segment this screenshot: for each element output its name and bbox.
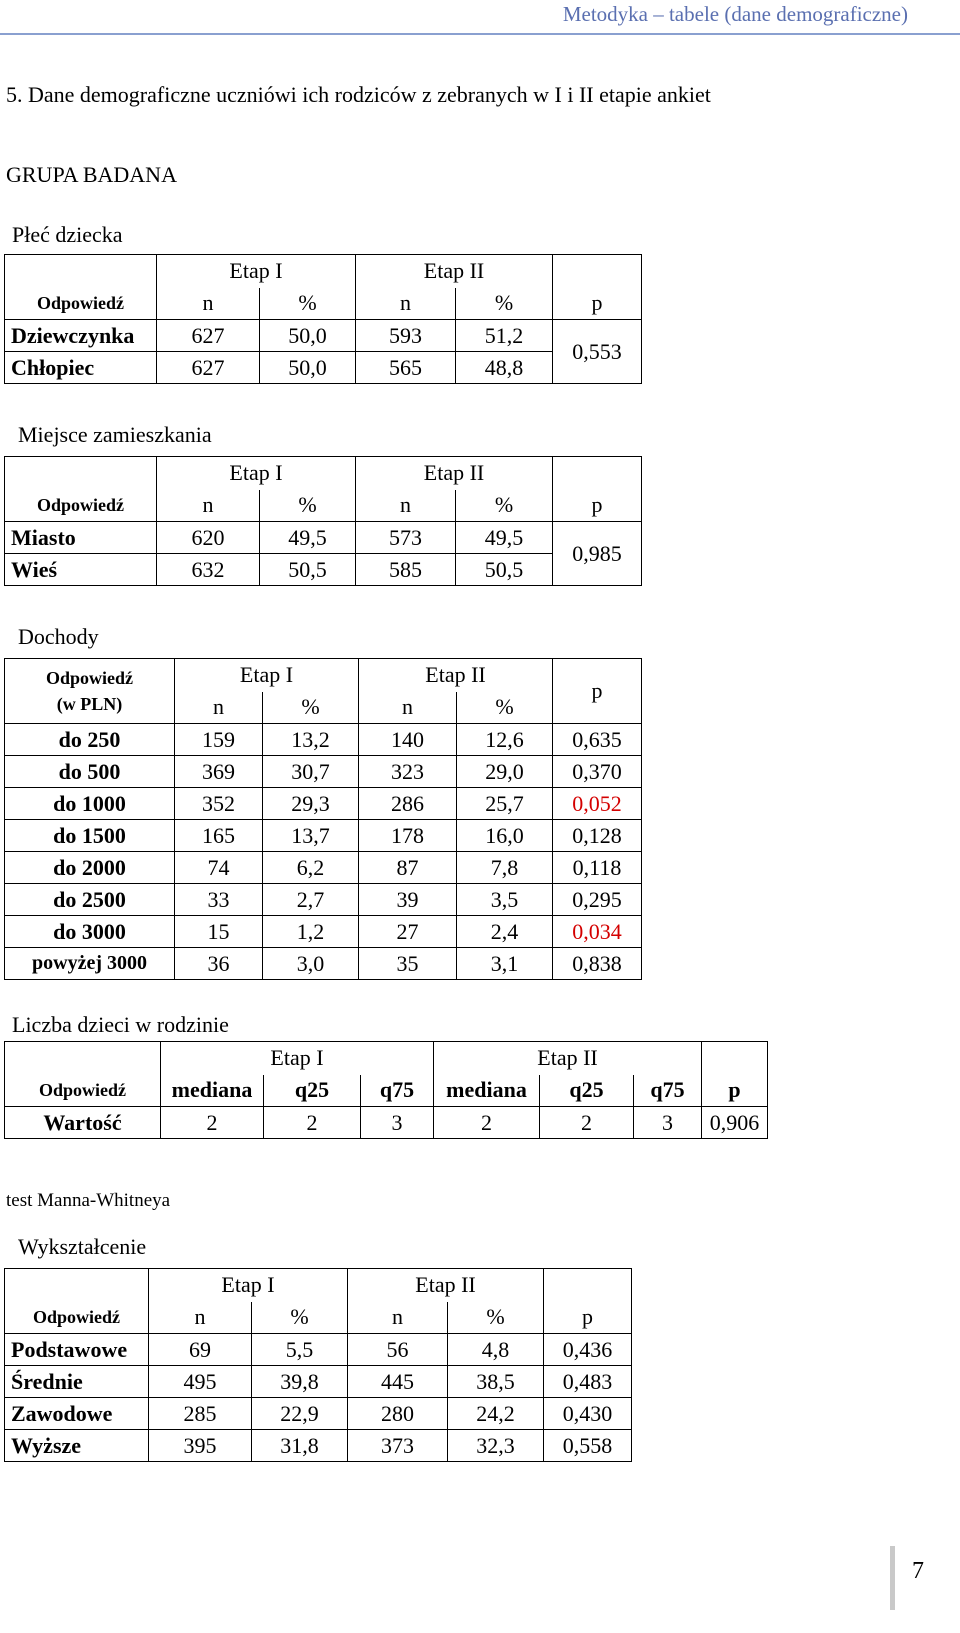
cell-pct2: 3,1	[457, 948, 553, 980]
cell-pct2: 16,0	[457, 820, 553, 852]
cell-p-significant: 0,052	[553, 788, 642, 820]
table-row	[5, 788, 642, 820]
row-label: Zawodowe	[5, 1398, 149, 1430]
cell-p: 0,483	[544, 1366, 632, 1398]
cell-n1: 369	[175, 756, 263, 788]
table-row	[5, 916, 642, 948]
page-number-bar	[890, 1546, 895, 1610]
cell-n2: 373	[348, 1430, 448, 1462]
income-table-title: Dochody	[18, 624, 99, 649]
p-header-top	[553, 457, 642, 490]
cell-p: 0,370	[553, 756, 642, 788]
row-label: Wieś	[5, 554, 157, 586]
cell-pct1: 31,8	[252, 1430, 348, 1462]
cell-n2: 178	[359, 820, 457, 852]
cell-pct2: 3,5	[457, 884, 553, 916]
cell-pct1: 1,2	[263, 916, 359, 948]
cell-pct2: 32,3	[448, 1430, 544, 1462]
row-label: do 2000	[5, 852, 175, 884]
p-header-top	[544, 1269, 632, 1302]
cell-pct1: 22,9	[252, 1398, 348, 1430]
q75-1-header: q75	[361, 1075, 434, 1107]
cell-n2: 87	[359, 852, 457, 884]
cell-p: 0,906	[702, 1107, 768, 1139]
pct1-header: %	[263, 692, 359, 724]
cell-n1: 620	[157, 522, 260, 554]
residence-table-title: Miejsce zamieszkania	[18, 422, 212, 447]
cell-n1: 395	[149, 1430, 252, 1462]
cell-n1: 69	[149, 1334, 252, 1366]
header-rule	[0, 33, 960, 35]
group-title: GRUPA BADANA	[6, 162, 177, 187]
corner-cell	[5, 255, 157, 288]
stage1-header: Etap I	[149, 1269, 348, 1302]
table-row	[5, 554, 642, 586]
n1-header: n	[175, 692, 263, 724]
cell-p: 0,985	[553, 522, 642, 586]
cell-pct1: 39,8	[252, 1366, 348, 1398]
cell-n2: 280	[348, 1398, 448, 1430]
row-label: Chłopiec	[5, 352, 157, 384]
table-row	[5, 1398, 632, 1430]
cell-pct1: 30,7	[263, 756, 359, 788]
cell-pct2: 38,5	[448, 1366, 544, 1398]
answer-header: Odpowiedź	[5, 1075, 161, 1107]
cell-p: 0,838	[553, 948, 642, 980]
cell-p-significant: 0,034	[553, 916, 642, 948]
row-label: Wyższe	[5, 1430, 149, 1462]
table-row	[5, 724, 642, 756]
cell-pct2: 12,6	[457, 724, 553, 756]
cell-p: 0,128	[553, 820, 642, 852]
stage1-header: Etap I	[161, 1042, 434, 1075]
table-row	[5, 1107, 768, 1139]
stage1-header: Etap I	[157, 255, 356, 288]
row-label: Wartość	[5, 1107, 161, 1139]
corner-cell	[5, 457, 157, 490]
table-row	[5, 1366, 632, 1398]
cell-q25-1: 2	[264, 1107, 361, 1139]
p-header: p	[702, 1075, 768, 1107]
row-label: do 250	[5, 724, 175, 756]
cell-q75-2: 3	[634, 1107, 702, 1139]
cell-n1: 74	[175, 852, 263, 884]
education-table-title: Wykształcenie	[18, 1234, 147, 1259]
table-row	[5, 522, 642, 554]
row-label: powyżej 3000	[5, 948, 175, 980]
n2-header: n	[356, 490, 456, 522]
table-row	[5, 320, 642, 352]
cell-median2: 2	[434, 1107, 540, 1139]
cell-n1: 159	[175, 724, 263, 756]
n2-header: n	[348, 1302, 448, 1334]
pct1-header: %	[252, 1302, 348, 1334]
cell-pct1: 13,2	[263, 724, 359, 756]
cell-pct1: 49,5	[260, 522, 356, 554]
education-table	[4, 1268, 632, 1462]
p-header: p	[553, 490, 642, 522]
cell-p: 0,436	[544, 1334, 632, 1366]
income-table	[4, 658, 642, 980]
cell-n2: 27	[359, 916, 457, 948]
cell-n1: 627	[157, 320, 260, 352]
test-footnote: test Manna-Whitneya	[6, 1190, 171, 1211]
cell-pct2: 4,8	[448, 1334, 544, 1366]
q25-2-header: q25	[540, 1075, 634, 1107]
cell-pct1: 13,7	[263, 820, 359, 852]
cell-pct2: 29,0	[457, 756, 553, 788]
stage2-header: Etap II	[359, 659, 553, 692]
cell-pct1: 50,0	[260, 320, 356, 352]
pct1-header: %	[260, 490, 356, 522]
cell-n2: 323	[359, 756, 457, 788]
row-label: do 1500	[5, 820, 175, 852]
sex-table	[4, 254, 642, 384]
p-header: p	[544, 1302, 632, 1334]
table-row	[5, 756, 642, 788]
stage1-header: Etap I	[175, 659, 359, 692]
stage2-header: Etap II	[434, 1042, 702, 1075]
cell-pct1: 2,7	[263, 884, 359, 916]
row-label: do 3000	[5, 916, 175, 948]
pct1-header: %	[260, 288, 356, 320]
median1-header: mediana	[161, 1075, 264, 1107]
table-row	[5, 820, 642, 852]
cell-pct1: 5,5	[252, 1334, 348, 1366]
pct2-header: %	[448, 1302, 544, 1334]
running-header: Metodyka – tabele (dane demograficzne)	[562, 2, 908, 26]
answer-header: Odpowiedź	[5, 490, 157, 522]
cell-p: 0,635	[553, 724, 642, 756]
cell-pct1: 29,3	[263, 788, 359, 820]
row-label: Dziewczynka	[5, 320, 157, 352]
cell-pct2: 50,5	[456, 554, 553, 586]
pct2-header: %	[457, 692, 553, 724]
cell-p: 0,558	[544, 1430, 632, 1462]
stage2-header: Etap II	[356, 255, 553, 288]
section-title: 5. Dane demograficzne uczniówi ich rodziców z zebranych w I i II etapie ankiet	[6, 82, 711, 107]
children-table	[4, 1041, 768, 1139]
n2-header: n	[356, 288, 456, 320]
corner-cell	[5, 1269, 149, 1302]
cell-pct2: 7,8	[457, 852, 553, 884]
cell-n2: 445	[348, 1366, 448, 1398]
n1-header: n	[149, 1302, 252, 1334]
table-row	[5, 852, 642, 884]
row-label: do 500	[5, 756, 175, 788]
cell-n1: 15	[175, 916, 263, 948]
residence-table	[4, 456, 642, 586]
answer-header	[5, 659, 175, 724]
cell-q75-1: 3	[361, 1107, 434, 1139]
p-header-top	[702, 1042, 768, 1075]
cell-q25-2: 2	[540, 1107, 634, 1139]
cell-n1: 352	[175, 788, 263, 820]
cell-n2: 39	[359, 884, 457, 916]
cell-pct2: 2,4	[457, 916, 553, 948]
stage1-header: Etap I	[157, 457, 356, 490]
cell-p: 0,553	[553, 320, 642, 384]
stage2-header: Etap II	[348, 1269, 544, 1302]
cell-pct2: 48,8	[456, 352, 553, 384]
table-row	[5, 948, 642, 980]
page-number: 7	[912, 1558, 924, 1584]
cell-n2: 585	[356, 554, 456, 586]
table-row	[5, 352, 642, 384]
cell-n2: 286	[359, 788, 457, 820]
cell-p: 0,295	[553, 884, 642, 916]
cell-p: 0,118	[553, 852, 642, 884]
row-label: Miasto	[5, 522, 157, 554]
cell-pct1: 50,5	[260, 554, 356, 586]
cell-n2: 140	[359, 724, 457, 756]
answer-header-line1: Odpowiedź	[45, 668, 133, 688]
cell-n2: 35	[359, 948, 457, 980]
n1-header: n	[157, 490, 260, 522]
cell-pct1: 6,2	[263, 852, 359, 884]
stage2-header: Etap II	[356, 457, 553, 490]
cell-pct1: 3,0	[263, 948, 359, 980]
cell-n2: 56	[348, 1334, 448, 1366]
n2-header: n	[359, 692, 457, 724]
pct2-header: %	[456, 288, 553, 320]
cell-n2: 593	[356, 320, 456, 352]
cell-n1: 36	[175, 948, 263, 980]
pct2-header: %	[456, 490, 553, 522]
row-label: do 1000	[5, 788, 175, 820]
row-label: Średnie	[5, 1366, 149, 1398]
answer-header: Odpowiedź	[5, 288, 157, 320]
cell-pct2: 25,7	[457, 788, 553, 820]
cell-n1: 165	[175, 820, 263, 852]
n1-header: n	[157, 288, 260, 320]
children-table-title: Liczba dzieci w rodzinie	[12, 1012, 229, 1037]
row-label: do 2500	[5, 884, 175, 916]
answer-header: Odpowiedź	[5, 1302, 149, 1334]
cell-n1: 495	[149, 1366, 252, 1398]
cell-pct2: 51,2	[456, 320, 553, 352]
p-header: p	[553, 288, 642, 320]
q75-2-header: q75	[634, 1075, 702, 1107]
cell-n1: 285	[149, 1398, 252, 1430]
q25-1-header: q25	[264, 1075, 361, 1107]
cell-n1: 627	[157, 352, 260, 384]
p-header-top	[553, 255, 642, 288]
cell-p: 0,430	[544, 1398, 632, 1430]
cell-n2: 573	[356, 522, 456, 554]
table-row	[5, 1430, 632, 1462]
row-label: Podstawowe	[5, 1334, 149, 1366]
median2-header: mediana	[434, 1075, 540, 1107]
table-row	[5, 1334, 632, 1366]
cell-median1: 2	[161, 1107, 264, 1139]
corner-cell	[5, 1042, 161, 1075]
sex-table-title: Płeć dziecka	[12, 222, 123, 247]
answer-header-line2: (w PLN)	[56, 694, 123, 714]
cell-pct2: 49,5	[456, 522, 553, 554]
cell-n2: 565	[356, 352, 456, 384]
table-row	[5, 884, 642, 916]
cell-n1: 632	[157, 554, 260, 586]
p-header: p	[553, 659, 642, 724]
cell-n1: 33	[175, 884, 263, 916]
cell-pct1: 50,0	[260, 352, 356, 384]
cell-pct2: 24,2	[448, 1398, 544, 1430]
